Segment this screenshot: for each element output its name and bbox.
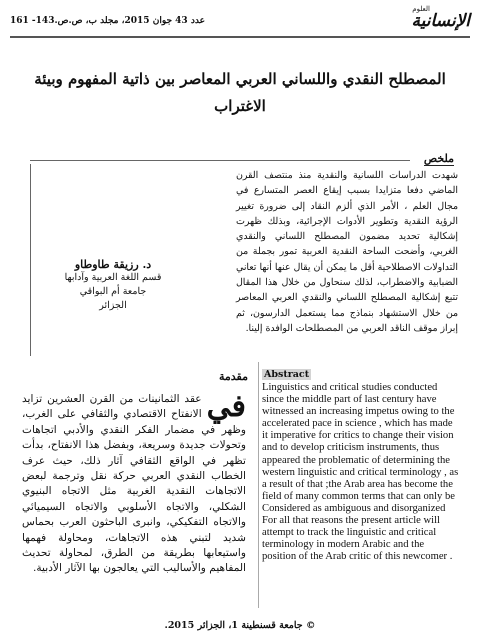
summary-heading: ملخص xyxy=(423,152,454,165)
page-header xyxy=(10,6,470,36)
intro-dropcap: في xyxy=(206,389,246,424)
abstract-heading: Abstract xyxy=(264,369,310,380)
abstract-block xyxy=(258,362,460,608)
article-title: المصطلح النقدي واللساني العربي المعاصر بين ذاتية المفهوم وبيئة الاغتراب xyxy=(34,70,446,115)
journal-logo xyxy=(398,6,470,32)
abstract-text: Linguistics and critical studies conducted since the middle part of last century have witnessed an increasing impetus owing to the accelerated pace in science , which has made it imperative for critics to change their vision and to develop criticism instruments, thus appeared the problematic of determining the western linguistic and critical terminology , as a result of that ;the Arab area has become the field of many common terms that can only be Considered as ambiguous and disorganized For all that reasons the present article will attempt to track the linguistic and critical terminology in modern Arabic and the position of the Arab critic of this newcomer . xyxy=(262,382,459,563)
author-country: الجزائر xyxy=(99,300,127,311)
journal-logo-main: الإنسانية xyxy=(411,11,470,31)
author-name: د. رزيقة طاوطاو xyxy=(74,258,152,271)
intro-text: عقد الثمانينات من القرن العشرين تزايد الانفتاح الاقتصادي والثقافي على الغرب، وظهر في مضمار الفكر النقدي والأدبي اتجاهات وتحولات جديدة وسريعة، وبفضل هذا الانفتاح، بدأت تظهر في الواقع الثقافي آثار ذلك، حيث عرف الخطاب النقدي العربي حركة نقل وترجمة لبعض الاتجاهات النقدية الغربية مثل الاتجاه البنيوي الشكلي، والاتجاه الأسلوبي والاتجاه السيميائي والاتجاه التفكيكي، وانبرى الباحثون العرب بحماس شديد لتبني هذه الاتجاهات، ومحاولة فهمها واستيعابها بطريقة من الطرق، لمحاولة تحديث المفاهيم والأساليب التي يعالجون بها الآثار الأدبية. xyxy=(22,393,246,575)
summary-divider xyxy=(30,160,410,161)
author-department: قسم اللغة العربية وآدابها xyxy=(64,272,162,283)
header-divider xyxy=(10,36,470,38)
page-footer: © جامعة قسنطينة 1، الجزائر 2015. xyxy=(164,620,316,631)
author-university: جامعة أم البواقي xyxy=(79,286,147,297)
intro-body xyxy=(22,389,246,577)
journal-logo-small: العلوم xyxy=(412,5,430,13)
summary-text: شهدت الدراسات اللسانية والنقدية منذ منتصف القرن الماضي دفعا متزايدا بسبب إيقاع العصر المتسارع في مجال العلم ، الأمر الذي ألزم النقاد إلى ضرورة تغيير الرؤية النقدية وتطوير الأدوات الإجرائية، وبذلك ظهرت إشكالية تحديد مضمون المصطلح اللساني والنقدي الغربي، وأضحت الساحة النقدية العربية تمور بجملة من التداولات الاصطلاحية أقل ما يمكن أن يقال عنها أنها تعاني الضبابية والاضطراب، لذلك سنحاول من خلال هذا المقال تتبع إشكالية المصطلح اللساني والنقدي العربي المعاصر من خلال الاستشهاد بنماذج مما يستعمل الدارسون، ثم إبراز موقف الناقد العربي من المصطلحات الوافدة إلينا. xyxy=(236,170,458,334)
running-title: عدد 43 جوان 2015، مجلد ب، ص.ص.143- 161 xyxy=(10,16,205,26)
intro-heading: مقدمة xyxy=(218,370,248,383)
author-block xyxy=(18,258,208,313)
